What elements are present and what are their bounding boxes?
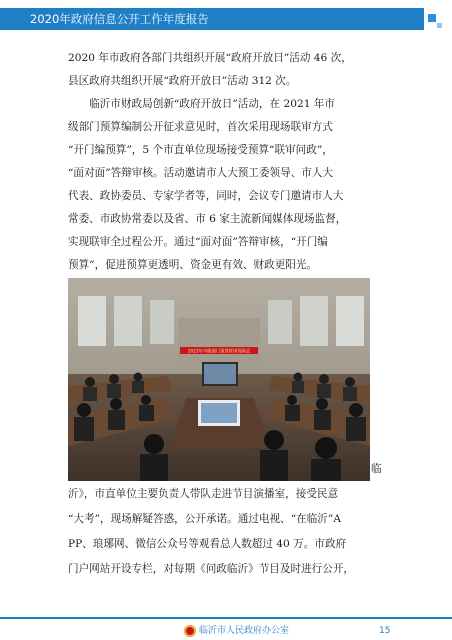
paragraph-line: 2020 年市政府各部门共组织开展“政府开放日”活动 46 次， xyxy=(68,52,352,64)
paragraph-line: PP、琅琊网、微信公众号等观看总人数超过 40 万。市政府 xyxy=(68,538,347,550)
paragraph-line: 县区政府共组织开展“政府开放日”活动 312 次。 xyxy=(68,75,297,87)
paragraph-line: “开门编预算”，5 个市直单位现场接受预算“联审问政”， xyxy=(68,144,333,156)
page-number: 15 xyxy=(379,626,391,636)
paragraph-line: 预算”，促进预算更透明、资金更有效、财政更阳光。 xyxy=(68,259,318,271)
paragraph-line: 沂》，市直单位主要负责人带队走进节目演播室，接受民意 xyxy=(68,488,339,500)
paragraph-line: “大考”，现场解疑答惑，公开承诺。通过电视、“在临沂”A xyxy=(68,513,341,525)
footer-organization: 临沂市人民政府办公室 xyxy=(199,626,290,636)
report-title: 2020年政府信息公开工作年度报告 xyxy=(30,12,209,26)
meeting-photo xyxy=(68,278,370,481)
corner-decoration-small xyxy=(437,23,442,28)
paragraph-line: 实现联审全过程公开。通过“面对面”答辩审核，“开门编 xyxy=(68,236,328,248)
paragraph-line: 临沂市财政局创新“政府开放日”活动，在 2021 年市 xyxy=(68,98,335,110)
paragraph-line: “面对面”答辩审核。活动邀请市人大预工委领导、市人大 xyxy=(68,167,334,179)
paragraph-line: 门户网站开设专栏，对每期《问政临沂》节目及时进行公开， xyxy=(68,563,355,575)
corner-decoration xyxy=(428,14,436,22)
meeting-banner-text: 2021年市级部门预算联审现场会 xyxy=(187,349,251,355)
paragraph-line: 级部门预算编制公开征求意见时，首次采用现场联审方式 xyxy=(68,121,333,133)
national-emblem-icon xyxy=(184,625,196,637)
paragraph-line: 代表、政协委员、专家学者等，同时，会议专门邀请市人大 xyxy=(68,190,344,202)
paragraph-line: 常委、市政协常委以及省、市 6 家主流新闻媒体现场监督， xyxy=(68,213,347,225)
paragraph-fragment: 临 xyxy=(371,463,382,475)
footer-divider xyxy=(0,617,452,619)
